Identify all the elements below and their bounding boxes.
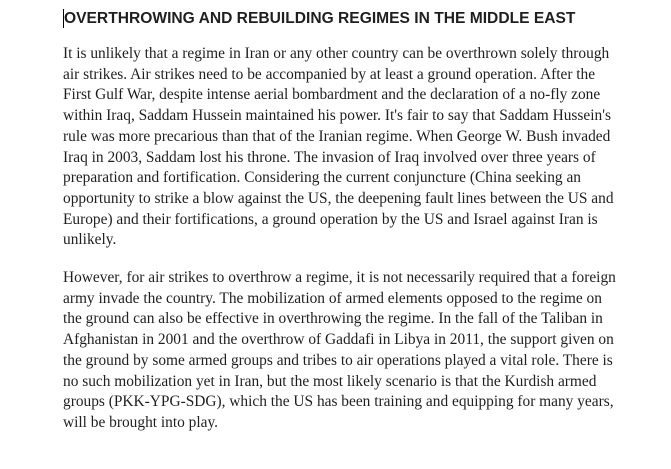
paragraph-1: It is unlikely that a regime in Iran or any other country can be overthrown solely through air strikes. Air strikes need to be accompanied by at least a ground operation. After the First Gulf War, despite intense aerial bombardment and the declaration of a no-fly zone within Iraq, Saddam Hussein maintained his power. It's fair to say that Saddam Hussein's rule was more precarious than that of the Iranian regime. When George W. Bush invaded Iraq in 2003, Saddam lost his throne. The invasion of Iraq involved over three years of preparation and fortification. Considering the current conjuncture (China seeking an opportunity to strike a blow against the US, the deepening fault lines between the US and Europe) and their fortifications, a ground operation by the US and Israel against Iran is unlikely. (63, 45, 614, 249)
paragraph-2: However, for air strikes to overthrow a regime, it is not necessarily required that a foreign army invade the country. The mobilization of armed elements opposed to the regime on the ground can also be effective in overthrowing the regime. In the fall of the Taliban in Afghanistan in 2001 and the overthrow of Gaddafi in Libya in 2011, the support given on the ground by some armed groups and tribes to air operations played a vital role. There is no such mobilization yet in Iran, but the most likely scenario is that the Kurdish armed groups (PKK-YPG-SDG), which the US has been training and equipping for many years, will be brought into play. (63, 269, 616, 431)
article-title: OVERTHROWING AND REBUILDING REGIMES IN THE MIDDLE EAST (64, 10, 576, 27)
